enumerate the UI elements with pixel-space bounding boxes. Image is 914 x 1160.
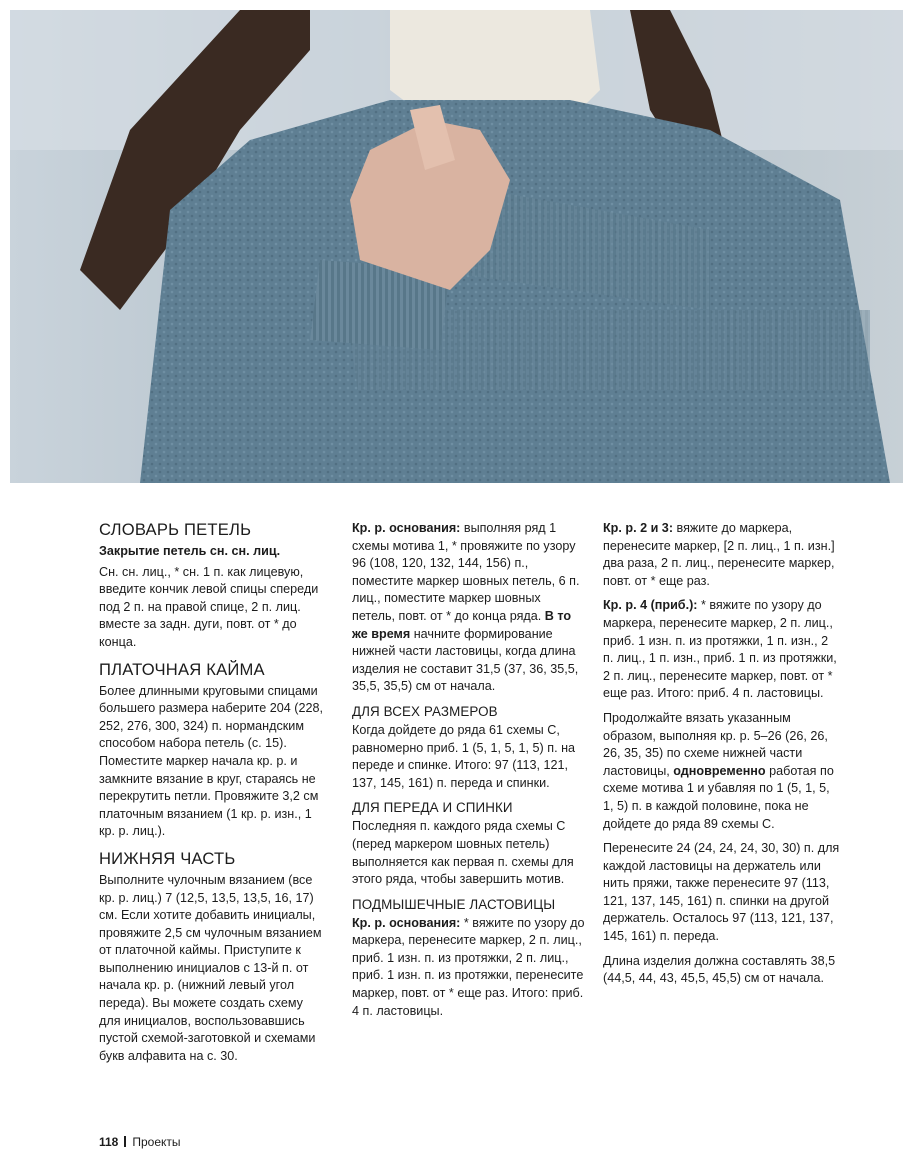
gusset-text: * вяжите по узору до маркера, перенесите маркер, 2 п. лиц., приб. 1 изн. п. из протяжки, 2 п. лиц., приб. 1 изн. п. из протяжки, перенесите маркер, повт. от * еще раз. Итого: приб. 4 п. ластовицы. <box>352 915 585 1018</box>
rows-2-3-paragraph <box>603 520 841 590</box>
column-middle <box>352 520 586 1027</box>
row-4-text: * вяжите по узору до маркера, перенесите маркер, 2 п. лиц., приб. 1 изн. п. из протяжки, 1 п. изн., 2 п. лиц., 1 п. изн., приб. 1 п. из протяжки, 2 п. лиц., перенесите маркер, повт. от * еще раз. Итого: приб. 4 п. ластовицы. <box>603 598 837 701</box>
length-text: Длина изделия должна составлять 38,5 (44,5, 44, 43, 45,5, 45,5) см от начала. <box>603 953 836 986</box>
bottom-text: Выполните чулочным вязанием (все кр. р. лиц.) 7 (12,5, 13,5, 13,5, 16, 17) см. Если хотите добавить инициалы, провяжите 2,5 см чулочным вязанием от платочной каймы. Приступите к выполнению инициалов с 13-й п. от начала кр. р. (нижний левый угол переда). Вы можете создать схему для инициалов, воспользовавшись пустой схемой-заготовкой и схемами букв алфавита на с. 30. <box>99 872 322 1063</box>
border-title: ПЛАТОЧНАЯ КАЙМА <box>99 659 265 679</box>
footer-divider <box>124 1136 126 1147</box>
column-left <box>99 520 327 1072</box>
glossary-title: СЛОВАРЬ ПЕТЕЛЬ <box>99 520 252 539</box>
transfer-text: Перенесите 24 (24, 24, 24, 30, 30) п. для каждой ластовицы на держатель или нить пряжи, также перенесите 97 (113, 121, 137, 145, 161) п. спинки на другой держатель. Осталось 97 (113, 121, 137, 145, 161) п. переда. <box>603 841 840 944</box>
continue-paragraph <box>603 710 841 833</box>
base-row-label: Кр. р. основания: <box>352 521 461 535</box>
bottom-title: НИЖНЯЯ ЧАСТЬ <box>99 848 236 868</box>
glossary-text: Сн. сн. лиц., * сн. 1 п. как лицевую, введите кончик левой спицы спереди под 2 п. на правой спице, 2 п. лиц. вместе за задн. дуги, повт. от * до конца. <box>99 564 319 649</box>
continue-text-1: Продолжайте вязать указанным образом, выполняя кр. р. 5–26 (26, 26, 26, 35, 35) по схеме нижней части ластовицы, <box>603 710 828 778</box>
knit-sweater-photo-icon <box>10 10 903 483</box>
base-row-paragraph <box>352 520 586 696</box>
all-sizes-text: Когда дойдете до ряда 61 схемы C, равномерно приб. 1 (5, 1, 5, 1, 5) п. на переде и спинке. Итого: 97 (113, 121, 137, 145, 161) п. переда и спинки. <box>352 722 576 790</box>
gusset-title: ПОДМЫШЕЧНЫЕ ЛАСТОВИЦЫ <box>352 896 556 912</box>
row-4-paragraph <box>603 597 841 703</box>
page-number: 118 <box>99 1135 119 1149</box>
rows-2-3-label: Кр. р. 2 и 3: <box>603 521 674 535</box>
all-sizes-title: ДЛЯ ВСЕХ РАЗМЕРОВ <box>352 703 498 719</box>
base-row-same-time: В то же время <box>352 608 572 641</box>
section-name: Проекты <box>132 1135 181 1149</box>
front-back-text: Последняя п. каждого ряда схемы C (перед маркером шовных петель) выполняется как первая п. схемы для этого ряда, чтобы завершить мотив. <box>352 819 574 887</box>
base-row-text-2: начните формирование нижней части ластовицы, когда длина изделия не составит 31,5 (37, 36, 35,5, 35,5, 35,5) см от начала. <box>352 626 579 694</box>
sweater-photo <box>10 10 903 483</box>
row-4-label: Кр. р. 4 (приб.): <box>603 598 698 613</box>
border-text: Более длинными круговыми спицами большего размера наберите 204 (228, 252, 276, 300, 324) п. нормандским способом набора петель (с. 15). Поместите маркер начала кр. р. и замкните вязание в круг, стараясь не перекрутить петли. Провяжите 3,2 см платочным вязанием (1 кр. р. изн., 1 кр. р. лиц.). <box>99 683 324 839</box>
page-footer <box>99 1134 181 1150</box>
rows-2-3-text: вяжите до маркера, перенесите маркер, [2 п. лиц., 1 п. изн.] два раза, 2 п. лиц., перенесите маркер, повт. от * еще раз. <box>603 521 835 588</box>
base-row-text-1: выполняя ряд 1 схемы мотива 1, * провяжите по узору 96 (108, 120, 132, 144, 156) п., поместите маркер шовных петель, 6 п. лиц., поместите маркер шовных петель, повт. от * до конца ряда. <box>352 521 580 623</box>
continue-bold: одновременно <box>673 763 766 778</box>
column-right <box>603 520 841 995</box>
glossary-term: Закрытие петель сн. сн. лиц. <box>99 544 281 558</box>
gusset-paragraph <box>352 915 586 1021</box>
gusset-label: Кр. р. основания: <box>352 915 461 930</box>
front-back-title: ДЛЯ ПЕРЕДА И СПИНКИ <box>352 800 513 816</box>
continue-text-2: работая по схеме мотива 1 и убавляя по 1 (5, 1, 5, 1, 5) п. в каждой половине, пока не дойдете до ряда 89 схемы C. <box>603 763 834 831</box>
